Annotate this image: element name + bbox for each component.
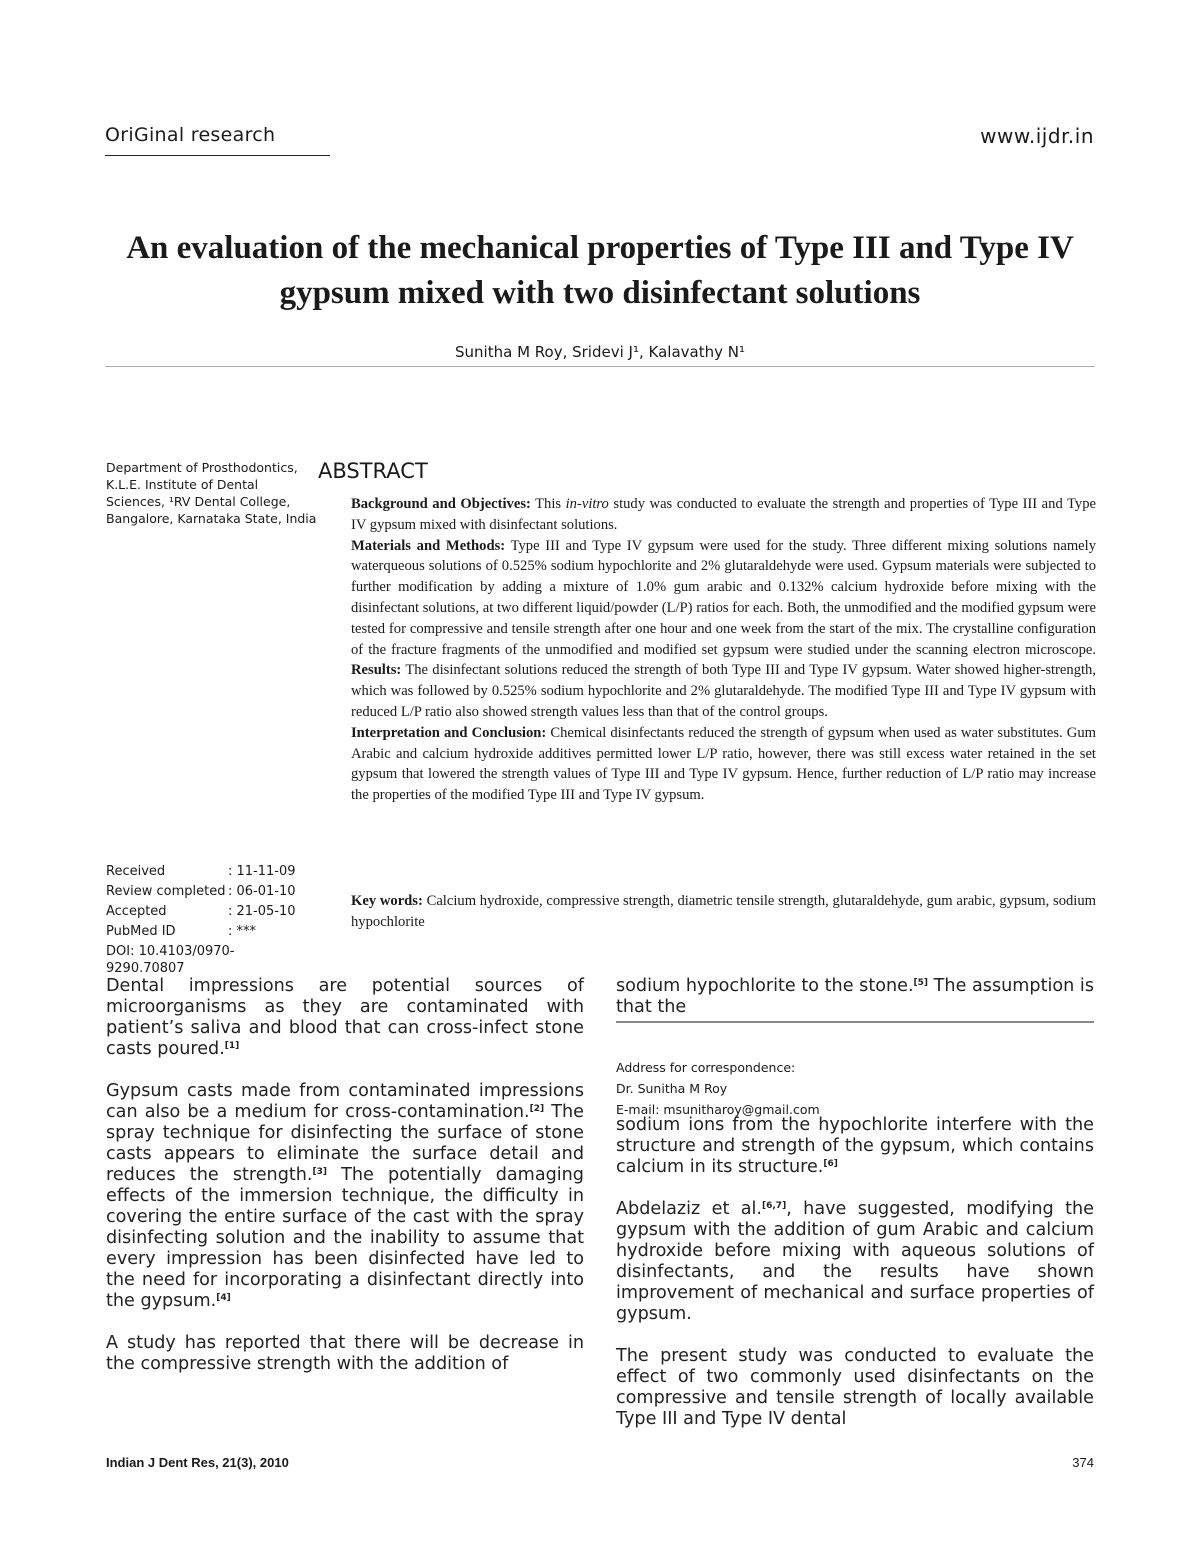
- section-underline: [105, 155, 330, 156]
- citation-ref[interactable]: [6]: [823, 1159, 838, 1169]
- body-column-left: [106, 976, 584, 1396]
- body-text: , have suggested, modifying the gypsum with the addition of gum Arabic and calcium hydroxide before mixing with aqueous solutions of disinfectants, and the results have shown improvement of mechanical and surface properties of gypsum.: [616, 1199, 1094, 1324]
- date-label: Received: [106, 864, 166, 879]
- body-text: Dental impressions are potential sources of microorganisms as they are contaminated with patient’s saliva and blood that can cross-infect stone casts poured.: [106, 976, 584, 1059]
- abstract-background: [351, 494, 1096, 536]
- date-label: Review completed: [106, 884, 226, 899]
- abstract-methods-label: Materials and Methods:: [351, 537, 506, 554]
- abstract-results-label: Results:: [351, 662, 402, 679]
- body-text: Abdelaziz et al.: [616, 1199, 763, 1219]
- citation-ref[interactable]: [2]: [529, 1104, 545, 1114]
- body-text: The potentially damaging effects of the immersion technique, the difficulty in covering the entire surface of the cast with the spray disinfecting solution and the inability to assume that every impression has been disinfected have led to the need for incorporating a disinfectant directly into the gypsum.: [106, 1165, 584, 1311]
- abstract-conclusion-label: Interpretation and Conclusion:: [351, 724, 547, 741]
- abstract-results-text: The disinfectant solutions reduced the strength of both Type III and Type IV gypsum. Water showed higher-strength, which was followed by 0.525% sodium hypochlorite and 2% glutaraldehyde. The modified Type III and Type IV gypsum with reduced L/P ratio also showed strength values less than that of the control groups.: [351, 662, 1096, 720]
- body-paragraph: [106, 1081, 584, 1312]
- body-text: The spray technique for disinfecting the surface of stone casts appears to eliminate the surface detail and reduces the strength.: [106, 1102, 584, 1185]
- body-column-right-top: [616, 976, 1094, 1039]
- date-label: PubMed ID: [106, 924, 176, 939]
- citation-ref[interactable]: [3]: [312, 1167, 328, 1177]
- body-paragraph: [616, 976, 1094, 1018]
- journal-website[interactable]: www.ijdr.in: [980, 124, 1094, 148]
- body-text: sodium ions from the hypochlorite interfere with the structure and strength of the gypsum, which contains calcium in its structure.: [616, 1115, 1094, 1177]
- abstract-background-label: Background and Objectives:: [351, 496, 531, 512]
- keywords-text: Calcium hydroxide, compressive strength, diametric tensile strength, glutaraldehyde, gum arabic, gypsum, sodium hypochlorite: [351, 893, 1096, 930]
- abstract-background-text: study was conducted to evaluate the strength and properties of Type III and Type IV gypsum mixed with disinfectant solutions.: [351, 496, 1096, 533]
- date-value: : 11-11-09: [228, 864, 296, 879]
- page-number: 374: [1072, 1455, 1094, 1470]
- body-column-right: [616, 1115, 1094, 1451]
- body-paragraph: [616, 1199, 1094, 1325]
- footnote-divider: [616, 1021, 1094, 1023]
- body-text: A study has reported that there will be decrease in the compressive strength with the addition of: [106, 1333, 584, 1374]
- doi[interactable]: DOI: 10.4103/0970-9290.70807: [106, 944, 235, 976]
- body-text: The present study was conducted to evaluate the effect of two commonly used disinfectants on the compressive and tensile strength of locally available Type III and Type IV dental: [616, 1346, 1094, 1429]
- body-paragraph: [106, 976, 584, 1060]
- body-text: The assumption is that the: [616, 976, 1094, 1017]
- abstract-conclusion: [351, 723, 1096, 806]
- footer-journal: Indian J Dent Res, 21(3), 2010: [106, 1455, 289, 1470]
- body-paragraph: [616, 1115, 1094, 1178]
- abstract-methods: [351, 536, 1096, 723]
- correspondence-label: Address for correspondence:: [616, 1060, 796, 1075]
- keywords-label: Key words:: [351, 893, 423, 909]
- date-row: [106, 862, 326, 882]
- article-dates: [106, 862, 326, 942]
- abstract-conclusion-text: Chemical disinfectants reduced the strength of gypsum when used as water substitutes. Gum Arabic and calcium hydroxide additives permitted lower L/P ratio, however, there was still excess water retained in the set gypsum that lowered the strength values of Type III and Type IV gypsum. Hence, further reduction of L/P ratio may increase the properties of the modified Type III and Type IV gypsum.: [351, 724, 1096, 804]
- correspondence-email[interactable]: E-mail: msunitharoy@gmail.com: [616, 1102, 820, 1117]
- body-paragraph: [616, 1346, 1094, 1430]
- abstract-background-pre: This: [535, 496, 562, 512]
- affiliation: Department of Prosthodontics, K.L.E. Institute of Dental Sciences, ¹RV Dental College, Bangalore, Karnataka State, India: [106, 460, 317, 526]
- date-value: : 06-01-10: [228, 884, 296, 899]
- author-list: Sunitha M Roy, Sridevi J¹, Kalavathy N¹: [455, 343, 745, 361]
- date-label: Accepted: [106, 904, 167, 919]
- body-paragraph: [106, 1333, 584, 1375]
- abstract-heading: ABSTRACT: [318, 459, 428, 483]
- body-text: Gypsum casts made from contaminated impressions can also be a medium for cross-contamination.: [106, 1081, 584, 1122]
- citation-ref[interactable]: [5]: [913, 978, 929, 988]
- keywords: [351, 891, 1096, 933]
- correspondence-block: [616, 1057, 916, 1120]
- date-row: [106, 922, 326, 942]
- citation-ref[interactable]: [6,7]: [762, 1201, 787, 1211]
- author-divider: [105, 366, 1095, 367]
- correspondence-name: Dr. Sunitha M Roy: [616, 1081, 728, 1096]
- date-value: : 21-05-10: [228, 904, 296, 919]
- abstract-methods-text: Type III and Type IV gypsum were used for the study. Three different mixing solutions namely waterqueous solutions of 0.525% sodium hypochlorite and 2% glutaraldehyde were used. Gypsum materials were subjected to further modification by adding a mixture of 1.0% gum arabic and 0.132% calcium hydroxide before mixing with the disinfectant solutions, at two different liquid/powder (L/P) ratios for each. Both, the unmodified and the modified gypsum were tested for compressive and tensile strength after one hour and one week from the start of the mix. The crystalline configuration of the fracture fragments of the unmodified and modified set gypsum were studied under the scanning electron microscope.: [351, 537, 1096, 658]
- date-value: : ***: [228, 924, 257, 939]
- date-row: [106, 882, 326, 902]
- abstract-background-italic: in-vitro: [565, 496, 609, 512]
- section-label: OriGinal research: [105, 124, 276, 146]
- citation-ref[interactable]: [1]: [224, 1041, 240, 1051]
- abstract-body: [351, 494, 1096, 806]
- citation-ref[interactable]: [4]: [216, 1293, 231, 1303]
- date-row: [106, 902, 326, 922]
- body-text: sodium hypochlorite to the stone.: [616, 976, 914, 996]
- article-title: An evaluation of the mechanical properties of Type III and Type IV gypsum mixed with two disinfectant solutions: [126, 230, 1074, 311]
